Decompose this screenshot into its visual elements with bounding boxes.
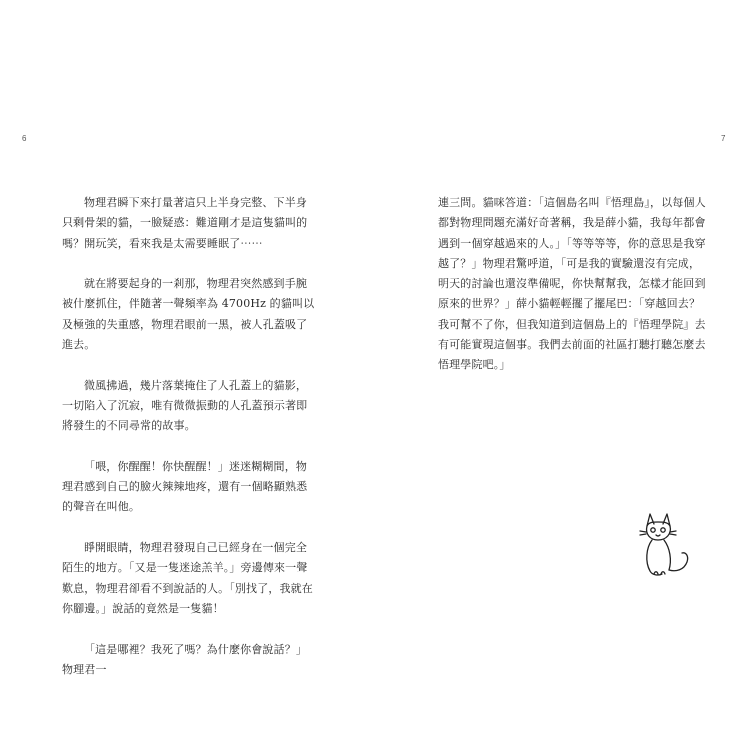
page-number-right: 7: [721, 134, 726, 143]
left-page-body: [62, 193, 318, 700]
paragraph: 「喂，你醒醒！你快醒醒！」迷迷糊糊間，物理君感到自己的臉火辣辣地疼，還有一個略顯熟悉的聲音在叫他。: [62, 459, 308, 514]
page-number-left: 6: [22, 134, 27, 143]
paragraph: 「這是哪裡？我死了嗎？為什麼你會說話？」物理君一: [62, 642, 307, 676]
cat-illustration-icon: [632, 508, 702, 578]
paragraph: 微風拂過，幾片落葉掩住了人孔蓋上的貓影，一切陷入了沉寂，唯有微微振動的人孔蓋預示著即將發生的不同尋常的故事。: [62, 378, 308, 433]
right-page-body: [438, 193, 708, 396]
paragraph: 睜開眼睛，物理君發現自己已經身在一個完全陌生的地方。「又是一隻迷途羔羊。」旁邊傳來一聲歎息，物理君卻看不到說話的人。「別找了，我就在你腳邊。」說話的竟然是一隻貓！: [62, 541, 313, 615]
paragraph: 就在將要起身的一剎那，物理君突然感到手腕被什麼抓住，伴隨著一聲頻率為 4700Hz 的貓叫以及極強的失重感，物理君眼前一黑，被人孔蓋吸了進去。: [62, 277, 315, 352]
paragraph: 連三問。貓咪答道：「這個島名叫『悟理島』，以每個人都對物理問題充滿好奇著稱，我是薛小貓，我每年都會遇到一個穿越過來的人。」「等等等等，你的意思是我穿越了？」物理君驚呼道，「可是我的實驗還沒有完成，明天的討論也還沒準備呢，你快幫幫我，怎樣才能回到原來的世界？」薛小貓輕輕擺了擺尾巴：「穿越回去？我可幫不了你，但我知道到這個島上的『悟理學院』去有可能實現這個事。我們去前面的社區打聽打聽怎麼去悟理學院吧。」: [438, 196, 706, 372]
paragraph: 物理君瞬下來打量著這只上半身完整、下半身只剩骨架的貓，一臉疑惑：難道剛才是這隻貓叫的嗎？開玩笑，看來我是太需要睡眠了⋯⋯: [62, 196, 308, 250]
